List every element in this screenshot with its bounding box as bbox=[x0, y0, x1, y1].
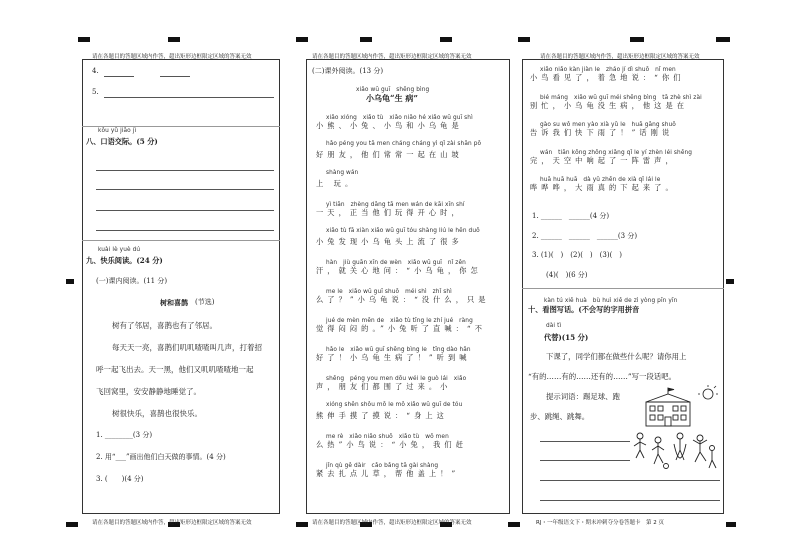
story-hanzi-row: 觉得闷闷的。”小兔听了直喊：“不 bbox=[316, 324, 486, 333]
writing-line[interactable] bbox=[540, 480, 720, 481]
story-cont-pinyin-row: gào su wǒ men yào xià yǔ le huā gāng shuō bbox=[540, 122, 676, 128]
story-cont-pinyin-row: huā huā huā dà yǔ zhēn de xià qǐ lái le bbox=[540, 177, 661, 183]
question-4: 4. bbox=[92, 67, 99, 75]
writing-line[interactable] bbox=[540, 460, 630, 461]
passage-p2b: 呼一起飞出去。天一黑，他们又叽叽喳喳地一起 bbox=[96, 365, 254, 374]
sec8-title: 八、口语交际。(5 分) bbox=[86, 137, 158, 146]
answer-b3[interactable]: 3. (1)( ) (2)( ) (3)( ) bbox=[532, 251, 623, 259]
notice-bottom-col1: 请在各题目的答题区域内作答，超出矩形边框限定区域的答案无效 bbox=[92, 520, 252, 526]
registration-mark bbox=[66, 522, 78, 527]
sec10-title: 十、看图写话。(不会写的字用拼音 bbox=[528, 305, 640, 314]
story-hanzi-row: 么热”小鸟说：“小兔，我们赶 bbox=[316, 440, 468, 449]
story-hanzi-row: 声，朋友们都围了过来。小 bbox=[316, 382, 452, 391]
story-hanzi-row: 小兔发现小乌龟头上流了很多 bbox=[316, 237, 463, 246]
registration-mark bbox=[440, 37, 452, 42]
answer-1[interactable]: 1. ________(3 分) bbox=[96, 431, 153, 439]
notice-bottom-col2: 请在各题目的答题区域内作答，超出矩形边框限定区域的答案无效 bbox=[312, 520, 472, 526]
story-pinyin-row: xiǎo tù fā xiàn xiǎo wū guī tóu shàng liú le hěn duō bbox=[326, 228, 480, 234]
passage-p1: 树有了邻居，喜鹊也有了邻居。 bbox=[112, 321, 217, 330]
story-pinyin-row: xióng shēn shǒu mō le mō xiǎo wū guī de tóu bbox=[326, 402, 463, 408]
story-cont-pinyin-row: bié máng xiǎo wū guī méi shēng bìng tā zhè shì zài bbox=[540, 94, 702, 101]
sec10-pinyin: kàn tú xiě huà bù huì xiě de zì yòng pīn yīn bbox=[544, 298, 678, 304]
story-hanzi-row: 么了？”小乌龟说：“没什么，只是 bbox=[316, 295, 490, 304]
playground-illustration bbox=[630, 384, 720, 476]
writing-line[interactable] bbox=[96, 170, 274, 171]
story-pinyin-row: me rè xiǎo niǎo shuō xiǎo tù wǒ men bbox=[326, 434, 449, 440]
registration-mark bbox=[518, 37, 530, 42]
sec8-pinyin: kǒu yǔ jiāo jì bbox=[98, 128, 137, 134]
answer-b4[interactable]: (4)( )(6 分) bbox=[546, 271, 588, 279]
story-pinyin-row: jué de mèn mēn de xiǎo tù tīng le zhí jué ràng bbox=[326, 318, 473, 324]
registration-mark bbox=[726, 522, 736, 527]
section-divider bbox=[82, 126, 280, 127]
story-pinyin-row: me le xiǎo wū guī shuō méi shì zhǐ shì bbox=[326, 289, 452, 295]
story-hanzi-row: 好了！小乌龟生病了！”听到喊 bbox=[316, 353, 471, 362]
children-figures-icon bbox=[634, 433, 716, 469]
story-cont-hanzi-row: 别忙，小乌龟没生病，他这是在 bbox=[530, 100, 689, 110]
sec10-pinyin-2: dài tì bbox=[546, 323, 562, 329]
story-pinyin-row: shēng péng you men dōu wéi le guò lái xiǎo bbox=[326, 376, 467, 382]
story-hanzi-row: 汗，就关心地问：“小乌龟，你怎 bbox=[316, 266, 482, 275]
notice-top-col1: 请在各题目的答题区域内作答，超出矩形边框限定区域的答案无效 bbox=[92, 54, 252, 60]
story-pinyin-row: xiǎo xióng xiǎo tù xiǎo niǎo hé xiǎo wū guī shì bbox=[326, 115, 473, 121]
registration-mark bbox=[360, 37, 372, 42]
story-hanzi-row: 好朋友，他们常常一起在山坡 bbox=[316, 150, 463, 159]
registration-mark bbox=[630, 37, 644, 42]
sun-icon bbox=[698, 385, 718, 399]
hint-words-1: 提示词语：踢足球、跑 bbox=[546, 392, 620, 401]
story-pinyin-row: yì tiān zhèng dāng tā men wán de kāi xīn shí bbox=[326, 202, 465, 208]
story-hanzi-row: 一天，正当他们玩得开心时， bbox=[316, 208, 463, 217]
registration-mark bbox=[716, 37, 730, 42]
page-footer: RJ・一年级语文下・期末冲刺夺分卷答题卡 第 2 页 bbox=[536, 520, 664, 526]
registration-mark bbox=[78, 37, 90, 42]
story-pinyin-row: hàn jiù guān xīn de wèn xiǎo wū guī nǐ zěn bbox=[326, 260, 466, 266]
answer-line-5[interactable] bbox=[104, 97, 274, 98]
passage-p2c: 飞回窝里，安安静静地睡觉了。 bbox=[96, 387, 201, 396]
story-hanzi-row: 上 玩。 bbox=[316, 179, 357, 188]
story-cont-hanzi-row: 小鸟看见了，着急地说：“你们 bbox=[530, 73, 685, 82]
answer-b1[interactable]: 1. ______ ______(4 分) bbox=[532, 212, 610, 220]
notice-top-col3: 请在各题目的答题区域内作答，超出矩形边框限定区域的答案无效 bbox=[540, 54, 700, 60]
story-pinyin-row: shàng wán bbox=[326, 170, 359, 176]
writing-line[interactable] bbox=[96, 210, 274, 211]
answer-3[interactable]: 3. ( )(4 分) bbox=[96, 475, 144, 483]
story-pinyin-row: jǐn qù gě dàir cǎo bǎng tā gài shàng bbox=[326, 463, 439, 469]
school-building-icon bbox=[646, 388, 690, 426]
writing-prompt-1: 下课了，同学们都在做些什么呢？请你用上 bbox=[546, 352, 687, 361]
story-cont-hanzi-row: 告诉我们快下雨了！”话刚说 bbox=[530, 128, 674, 137]
notice-top-col2: 请在各题目的答题区域内作答，超出矩形边框限定区域的答案无效 bbox=[312, 54, 472, 60]
story-pinyin-row: hǎo le xiǎo wū guī shēng bìng le tīng dào hǎn bbox=[326, 347, 471, 353]
writing-line[interactable] bbox=[96, 189, 274, 190]
writing-prompt-2: “有的……有的……还有的……”写一段话吧。 bbox=[528, 372, 676, 381]
passage-p3: 树很快乐，喜鹊也很快乐。 bbox=[112, 409, 202, 418]
passage-title: 树和喜鹊 bbox=[160, 298, 188, 307]
registration-mark bbox=[296, 37, 308, 42]
story-cont-pinyin-row: xiǎo niǎo kàn jiàn le zháo jí dì shuō nǐ men bbox=[540, 67, 676, 73]
story-title: 小乌龟“生 病” bbox=[366, 93, 418, 103]
passage-p2a: 每天天一亮，喜鹊们叽叽喳喳叫几声，打着招 bbox=[112, 343, 262, 352]
story-hanzi-row: 紧去扎点儿草，帮他盖上！” bbox=[316, 469, 460, 478]
answer-b2[interactable]: 2. ______ ______ ______(3 分) bbox=[532, 232, 638, 240]
sec9-pinyin: kuài lè yuè dú bbox=[98, 247, 141, 253]
writing-line[interactable] bbox=[540, 441, 630, 442]
registration-mark bbox=[726, 279, 734, 284]
part2-heading: (二)课外阅读。(13 分) bbox=[312, 67, 384, 75]
writing-line[interactable] bbox=[540, 500, 720, 501]
story-cont-hanzi-row: 哗哗哗，大雨真的下起来了。 bbox=[530, 183, 677, 192]
question-5: 5. bbox=[92, 88, 99, 96]
passage-note: (节选) bbox=[195, 298, 215, 306]
story-pinyin-row: hǎo péng you tā men cháng cháng yì qǐ zài shān pō bbox=[326, 141, 482, 147]
part1-heading: (一)课内阅读。(11 分) bbox=[96, 277, 168, 285]
registration-mark bbox=[296, 522, 308, 527]
answer-2[interactable]: 2. 用“___”画出他们白天做的事情。(4 分) bbox=[96, 453, 226, 461]
registration-mark bbox=[508, 522, 520, 527]
hint-words-2: 步、跳绳、跳舞。 bbox=[530, 412, 590, 421]
answer-line-4b[interactable] bbox=[160, 76, 190, 77]
answer-line-4[interactable] bbox=[104, 76, 134, 77]
sec9-title: 九、快乐阅读。(24 分) bbox=[86, 256, 163, 265]
story-cont-pinyin-row: wán tiān kōng zhōng xiǎng qǐ le yí zhèn léi shēng bbox=[540, 149, 693, 156]
story-cont-hanzi-row: 完，天空中响起了一阵雷声， bbox=[530, 155, 677, 165]
registration-mark bbox=[168, 37, 180, 42]
section-divider bbox=[82, 240, 280, 241]
story-title-pinyin: xiǎo wū guī shēng bìng bbox=[356, 87, 430, 93]
section-divider bbox=[522, 288, 724, 289]
story-hanzi-row: 小熊、小兔、小鸟和小乌龟是 bbox=[316, 121, 463, 130]
writing-line[interactable] bbox=[96, 230, 274, 231]
sec10-title-2: 代替)(15 分) bbox=[544, 333, 589, 342]
story-hanzi-row: 熊伸手摸了摸说：“身上这 bbox=[316, 411, 448, 420]
registration-mark bbox=[66, 279, 74, 284]
